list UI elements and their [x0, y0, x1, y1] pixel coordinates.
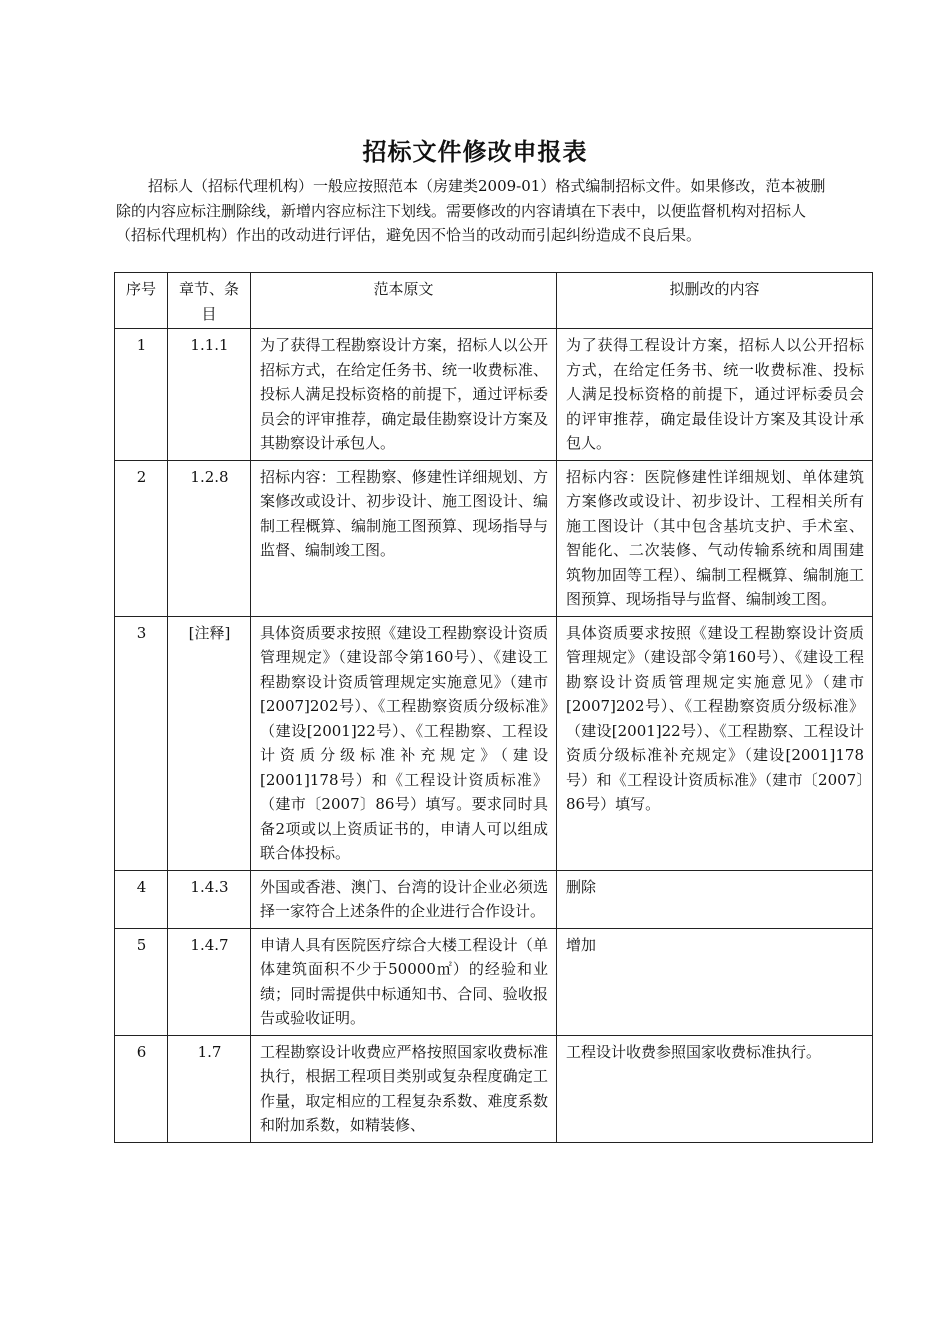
header-no: 序号	[115, 273, 168, 329]
header-section: 章节、条目	[168, 273, 251, 329]
row-section: [注释]	[168, 616, 251, 870]
table-row	[115, 616, 873, 870]
row-section: 1.4.3	[168, 870, 251, 928]
row-original: 工程勘察设计收费应严格按照国家收费标准执行，根据工程项目类别或复杂程度确定工作量，取定相应的工程复杂系数、难度系数和附加系数，如精装修、	[251, 1035, 557, 1142]
amendment-table	[114, 272, 873, 1143]
row-no: 1	[115, 329, 168, 461]
table-row	[115, 460, 873, 616]
row-revised: 删除	[557, 870, 873, 928]
row-revised: 增加	[557, 928, 873, 1035]
table-row	[115, 870, 873, 928]
row-original: 具体资质要求按照《建设工程勘察设计资质管理规定》（建设部令第160号）、《建设工程勘察设计资质管理规定实施意见》（建市[2007]202号）、《工程勘察资质分级标准》（建设[2001]22号）、《工程勘察、工程设计资质分级标准补充规定》（建设[2001]178号）和《工程设计资质标准》（建市〔2007〕86号）填写。要求同时具备2项或以上资质证书的，申请人可以组成联合体投标。	[251, 616, 557, 870]
row-revised: 招标内容：医院修建性详细规划、单体建筑方案修改或设计、初步设计、工程相关所有施工图设计（其中包含基坑支护、手术室、智能化、二次装修、气动传输系统和周围建筑物加固等工程）、编制工程概算、编制施工图预算、现场指导与监督、编制竣工图。	[557, 460, 873, 616]
row-section: 1.7	[168, 1035, 251, 1142]
header-revised: 拟删改的内容	[557, 273, 873, 329]
row-section: 1.4.7	[168, 928, 251, 1035]
row-no: 3	[115, 616, 168, 870]
row-original: 外国或香港、澳门、台湾的设计企业必须选择一家符合上述条件的企业进行合作设计。	[251, 870, 557, 928]
row-revised: 具体资质要求按照《建设工程勘察设计资质管理规定》（建设部令第160号）、《建设工程勘察设计资质管理规定实施意见》（建市[2007]202号）、《工程勘察资质分级标准》（建设[2001]22号）、《工程勘察、工程设计资质分级标准补充规定》（建设[2001]178号）和《工程设计资质标准》（建市〔2007〕86号）填写。	[557, 616, 873, 870]
row-original: 招标内容：工程勘察、修建性详细规划、方案修改或设计、初步设计、施工图设计、编制工程概算、编制施工图预算、现场指导与监督、编制竣工图。	[251, 460, 557, 616]
row-no: 5	[115, 928, 168, 1035]
row-original: 申请人具有医院医疗综合大楼工程设计（单体建筑面积不少于50000㎡）的经验和业绩；同时需提供中标通知书、合同、验收报告或验收证明。	[251, 928, 557, 1035]
row-original: 为了获得工程勘察设计方案，招标人以公开招标方式，在给定任务书、统一收费标准、投标人满足投标资格的前提下，通过评标委员会的评审推荐，确定最佳勘察设计方案及其勘察设计承包人。	[251, 329, 557, 461]
header-original: 范本原文	[251, 273, 557, 329]
row-revised: 为了获得工程设计方案，招标人以公开招标方式，在给定任务书、统一收费标准、投标人满足投标资格的前提下，通过评标委员会的评审推荐，确定最佳设计方案及其设计承包人。	[557, 329, 873, 461]
row-no: 2	[115, 460, 168, 616]
table-row	[115, 928, 873, 1035]
intro-paragraph: 招标人（招标代理机构）一般应按照范本（房建类2009-01）格式编制招标文件。如果修改，范本被删除的内容应标注删除线，新增内容应标注下划线。需要修改的内容请填在下表中，以便监督机构对招标人（招标代理机构）作出的改动进行评估，避免因不恰当的改动而引起纠纷造成不良后果。	[116, 177, 826, 244]
row-section: 1.1.1	[168, 329, 251, 461]
row-section: 1.2.8	[168, 460, 251, 616]
row-no: 6	[115, 1035, 168, 1142]
table-row	[115, 329, 873, 461]
row-revised: 工程设计收费参照国家收费标准执行。	[557, 1035, 873, 1142]
row-no: 4	[115, 870, 168, 928]
table-row	[115, 1035, 873, 1142]
table-header-row	[115, 273, 873, 329]
document-title: 招标文件修改申报表	[362, 137, 588, 166]
